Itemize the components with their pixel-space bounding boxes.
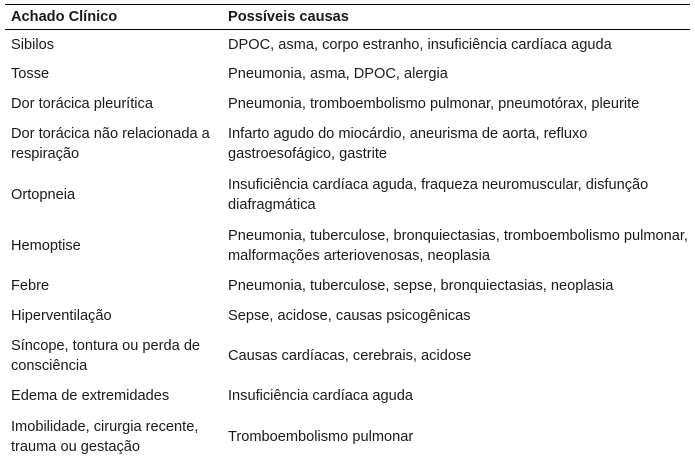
table-row xyxy=(5,60,690,90)
causes-cell: Sepse, acidose, causas psicogênicas xyxy=(228,307,471,324)
causes-cell: DPOC, asma, corpo estranho, insuficiência cardíaca aguda xyxy=(228,36,612,53)
causes-cell: Pneumonia, tromboembolismo pulmonar, pneumotórax, pleurite xyxy=(228,95,640,112)
finding-cell: Edema de extremidades xyxy=(11,388,170,405)
causes-cell: Pneumonia, asma, DPOC, alergia xyxy=(228,66,448,83)
table-row xyxy=(5,30,690,60)
finding-cell: Sibilos xyxy=(11,36,54,53)
causes-cell: Insuficiência cardíaca aguda xyxy=(228,388,413,405)
table-header-row xyxy=(5,5,690,29)
finding-cell: Dor torácica não relacionada a respiração xyxy=(11,126,210,162)
table-row xyxy=(5,170,690,221)
table-row xyxy=(5,272,690,302)
table-row xyxy=(5,221,690,272)
causes-cell: Causas cardíacas, cerebrais, acidose xyxy=(228,348,472,364)
table-row xyxy=(5,331,690,382)
header-finding: Achado Clínico xyxy=(11,9,118,25)
finding-cell: Febre xyxy=(11,278,50,295)
clinical-findings-table xyxy=(5,4,690,462)
table-row xyxy=(5,89,690,119)
finding-cell: Síncope, tontura ou perda de consciência xyxy=(11,338,201,374)
finding-cell: Tosse xyxy=(11,66,50,83)
finding-cell: Imobilidade, cirurgia recente, trauma ou gestação xyxy=(11,418,199,455)
finding-cell: Hemoptise xyxy=(11,238,81,254)
finding-cell: Hiperventilação xyxy=(11,307,112,324)
table-row xyxy=(5,119,690,170)
causes-cell: Tromboembolismo pulmonar xyxy=(228,428,414,445)
table-row xyxy=(5,411,690,462)
finding-cell: Dor torácica pleurítica xyxy=(11,95,153,112)
header-causes: Possíveis causas xyxy=(228,9,349,25)
causes-cell: Pneumonia, tuberculose, sepse, bronquiectasias, neoplasia xyxy=(228,278,614,295)
causes-cell: Pneumonia, tuberculose, bronquiectasias, tromboembolismo pulmonar, malformações arteriovenosas, neoplasia xyxy=(228,228,688,264)
finding-cell: Ortopneia xyxy=(11,187,76,203)
causes-cell: Infarto agudo do miocárdio, aneurisma de aorta, refluxo gastroesofágico, gastrite xyxy=(228,126,588,162)
table-row xyxy=(5,382,690,412)
causes-cell: Insuficiência cardíaca aguda, fraqueza neuromuscular, disfunção diafragmática xyxy=(228,177,649,213)
table-row xyxy=(5,301,690,331)
